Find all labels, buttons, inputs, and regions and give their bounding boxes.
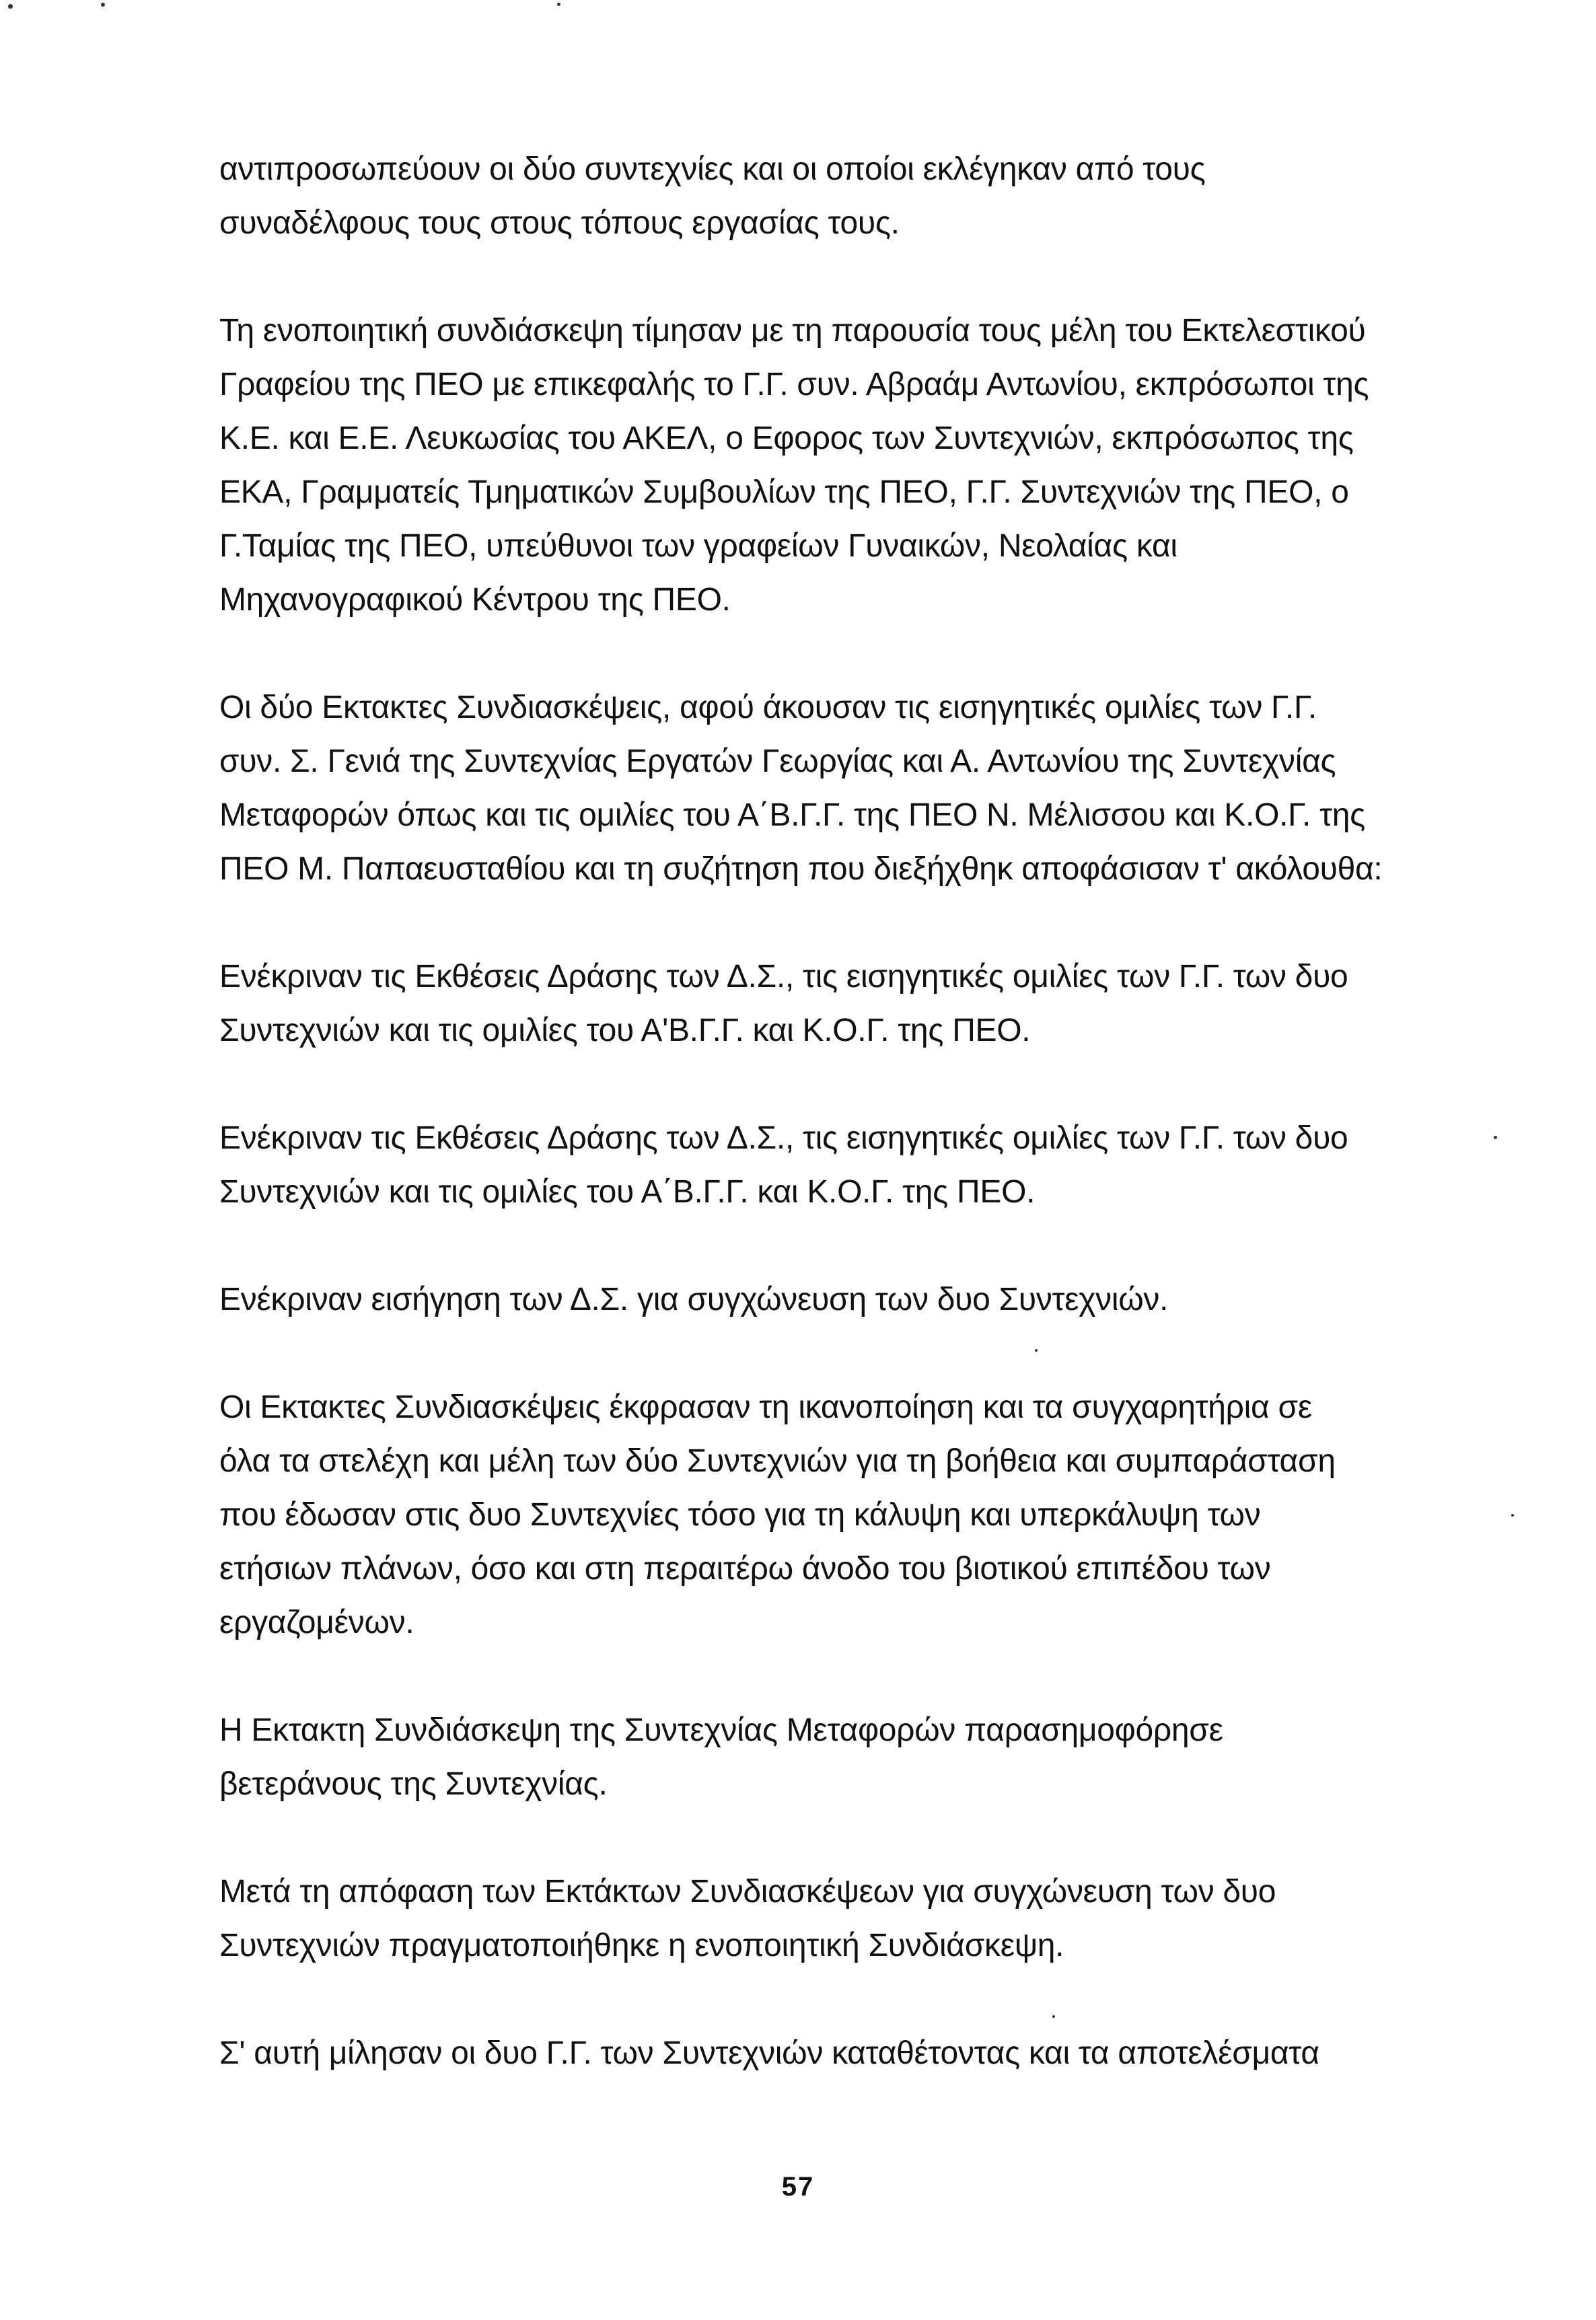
paragraph	[219, 1704, 1498, 1811]
paragraph	[219, 143, 1498, 250]
paragraph	[219, 681, 1498, 896]
text-line: ετήσιων πλάνων, όσο και στη περαιτέρω άνοδο του βιοτικού επιπέδου των	[219, 1551, 1271, 1587]
text-line: ΠΕΟ Μ. Παπαευσταθίου και τη συζήτηση που διεξήχθηκ αποφάσισαν τ' ακόλουθα:	[219, 851, 1383, 887]
text-line: Οι Εκτακτες Συνδιασκέψεις έκφρασαν τη ικανοποίηση και τα συγχαρητήρια σε	[219, 1389, 1312, 1425]
scan-speck	[101, 3, 105, 7]
paragraph	[219, 1381, 1498, 1650]
text-line: εργαζομένων.	[219, 1605, 414, 1640]
paragraph	[219, 1273, 1498, 1327]
text-line: Μεταφορών όπως και τις ομιλίες του Α΄Β.Γ.Γ. της ΠΕΟ Ν. Μέλισσου και Κ.Ο.Γ. της	[219, 797, 1365, 833]
text-line: Μετά τη απόφαση των Εκτάκτων Συνδιασκέψεων για συγχώνευση των δυο	[219, 1874, 1276, 1910]
text-line: Σ' αυτή μίλησαν οι δυο Γ.Γ. των Συντεχνιών καταθέτοντας και τα αποτελέσματα	[219, 2035, 1319, 2071]
scan-speck	[557, 3, 560, 6]
text-line: Οι δύο Εκτακτες Συνδιασκέψεις, αφού άκουσαν τις εισηγητικές ομιλίες των Γ.Γ.	[219, 690, 1317, 725]
scan-speck	[1511, 1514, 1514, 1517]
text-line: συναδέλφους τους στους τόπους εργασίας τους.	[219, 205, 900, 241]
text-line: που έδωσαν στις δυο Συντεχνίες τόσο για τη κάλυψη και υπερκάλυψη των	[219, 1497, 1261, 1533]
text-line: ΕΚΑ, Γραμματείς Τμηματικών Συμβουλίων της ΠΕΟ, Γ.Γ. Συντεχνιών της ΠΕΟ, ο	[219, 474, 1349, 510]
text-line: Γραφείου της ΠΕΟ με επικεφαλής το Γ.Γ. συν. Αβραάμ Αντωνίου, εκπρόσωποι της	[219, 367, 1369, 402]
text-line: συν. Σ. Γενιά της Συντεχνίας Εργατών Γεωργίας και Α. Αντωνίου της Συντεχνίας	[219, 744, 1336, 779]
text-line: Ενέκριναν τις Εκθέσεις Δράσης των Δ.Σ., τις εισηγητικές ομιλίες των Γ.Γ. των δυο	[219, 959, 1348, 994]
text-line: Τη ενοποιητική συνδιάσκεψη τίμησαν με τη παρουσία τους μέλη του Εκτελεστικού	[219, 313, 1366, 349]
body-text	[219, 143, 1498, 2134]
paragraph	[219, 950, 1498, 1058]
text-line: Κ.Ε. και Ε.Ε. Λευκωσίας του ΑΚΕΛ, ο Εφορος των Συντεχνιών, εκπρόσωπος της	[219, 421, 1354, 456]
page-number: 57	[781, 2172, 815, 2202]
text-line: όλα τα στελέχη και μέλη των δύο Συντεχνιών για τη βοήθεια και συμπαράσταση	[219, 1443, 1336, 1479]
paragraph	[219, 2027, 1498, 2080]
scan-speck	[8, 4, 13, 9]
text-line: Ενέκριναν τις Εκθέσεις Δράσης των Δ.Σ., τις εισηγητικές ομιλίες των Γ.Γ. των δυο	[219, 1120, 1348, 1156]
text-line: Ενέκριναν εισήγηση των Δ.Σ. για συγχώνευση των δυο Συντεχνιών.	[219, 1282, 1169, 1317]
paragraph	[219, 1865, 1498, 1973]
paragraph	[219, 304, 1498, 627]
text-line: Μηχανογραφικού Κέντρου της ΠΕΟ.	[219, 582, 731, 618]
text-line: Συντεχνιών και τις ομιλίες του Α'Β.Γ.Γ. και Κ.Ο.Γ. της ΠΕΟ.	[219, 1013, 1031, 1048]
text-line: Συντεχνιών και τις ομιλίες του Α΄Β.Γ.Γ. και Κ.Ο.Γ. της ΠΕΟ.	[219, 1174, 1036, 1210]
text-line: αντιπροσωπεύουν οι δύο συντεχνίες και οι οποίοι εκλέγηκαν από τους	[219, 151, 1206, 187]
text-line: Η Εκτακτη Συνδιάσκεψη της Συντεχνίας Μεταφορών παρασημοφόρησε	[219, 1712, 1223, 1748]
text-line: βετεράνους της Συντεχνίας.	[219, 1766, 608, 1802]
paragraph	[219, 1112, 1498, 1219]
text-line: Συντεχνιών πραγματοποιήθηκε η ενοποιητική Συνδιάσκεψη.	[219, 1928, 1064, 1963]
text-line: Γ.Ταμίας της ΠΕΟ, υπεύθυνοι των γραφείων Γυναικών, Νεολαίας και	[219, 528, 1177, 564]
